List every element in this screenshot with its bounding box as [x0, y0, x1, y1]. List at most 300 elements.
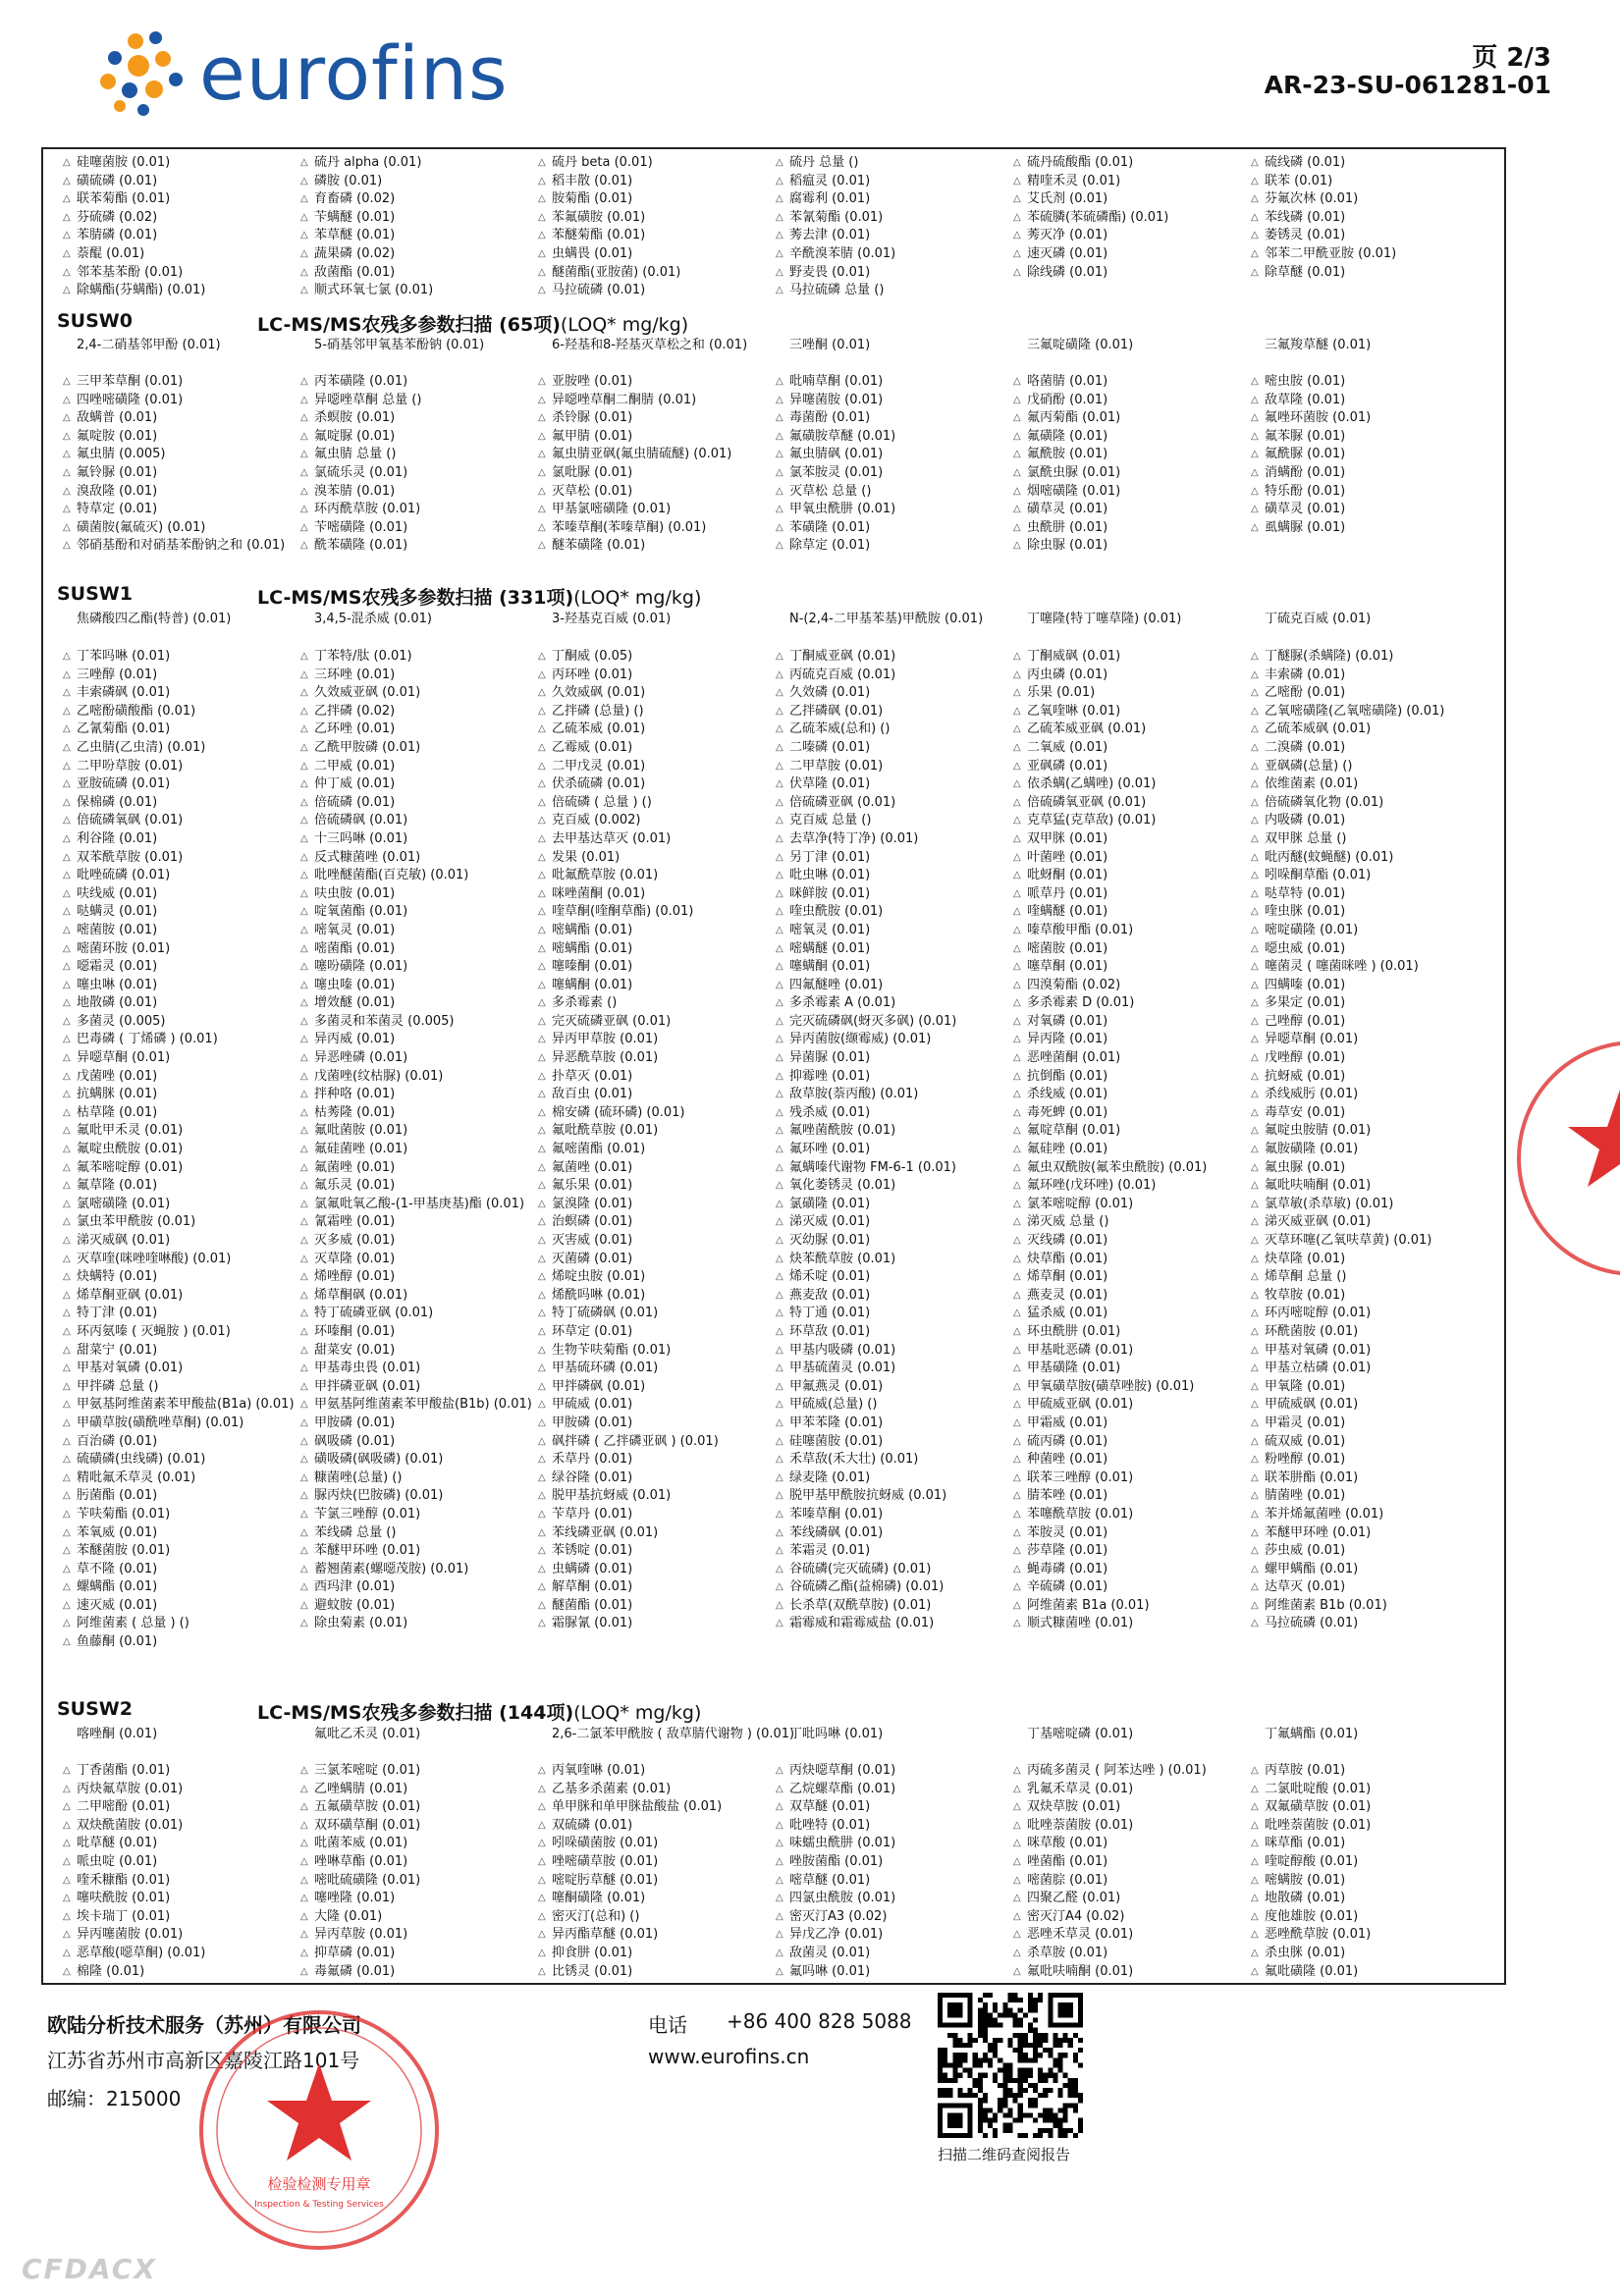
analyte-entry: [1245, 1013, 1483, 1032]
accreditation-mark-icon: △: [63, 157, 71, 168]
accreditation-mark-icon: △: [1013, 1125, 1021, 1137]
analyte-label: 甲基内吸磷 (0.01): [789, 1342, 896, 1358]
accreditation-mark-icon: △: [776, 1783, 783, 1794]
analyte-entry: [57, 483, 295, 502]
analyte-label: 氰霜唑 (0.01): [314, 1214, 396, 1230]
analyte-entry: [1245, 1890, 1483, 1908]
analyte-label: 氟吡呋喃酮 (0.01): [1027, 1963, 1134, 1979]
analyte-label: 环丙酰草胺 (0.01): [314, 502, 421, 517]
analyte-label: 苯噻酰草胺 (0.01): [1027, 1506, 1134, 1522]
analyte-entry: [1007, 1396, 1245, 1415]
analyte-label: 氟酰脲 (0.01): [1265, 447, 1346, 462]
analyte-entry: [532, 373, 770, 392]
analyte-label: 甲氧隆 (0.01): [1265, 1378, 1346, 1394]
accreditation-mark-icon: △: [1251, 1052, 1259, 1064]
accreditation-mark-icon: △: [538, 1180, 546, 1192]
analyte-label: 拌种咯 (0.01): [314, 1087, 396, 1102]
analyte-label: 萘醌 (0.01): [77, 245, 145, 261]
analyte-entry: [1007, 684, 1245, 703]
analyte-label: 双氟磺草胺 (0.01): [1265, 1799, 1372, 1815]
analyte-label: 完灭硫磷亚砜 (0.01): [552, 1013, 672, 1029]
accreditation-mark-icon: △: [300, 1838, 308, 1849]
analyte-entry: [770, 227, 1007, 245]
analyte-label: 砜拌磷 ( 乙拌磷亚砜 ) (0.01): [552, 1433, 719, 1449]
analyte-label: 苯氟磺胺 (0.01): [552, 209, 646, 225]
analyte-label: 杀草胺 (0.01): [1027, 1945, 1108, 1960]
analyte-label: 毒菌酚 (0.01): [789, 410, 871, 426]
susw0-first-row: [57, 337, 1510, 355]
accreditation-mark-icon: △: [1013, 832, 1021, 844]
accreditation-mark-icon: △: [300, 1910, 308, 1922]
accreditation-mark-icon: △: [300, 1034, 308, 1045]
accreditation-mark-icon: △: [300, 687, 308, 699]
accreditation-mark-icon: △: [63, 1874, 71, 1886]
accreditation-mark-icon: △: [538, 1526, 546, 1538]
accreditation-mark-icon: △: [776, 1344, 783, 1356]
analyte-entry: [1007, 392, 1245, 410]
accreditation-mark-icon: △: [1251, 504, 1259, 515]
analyte-label: 西玛津 (0.01): [314, 1579, 396, 1595]
analyte-entry: [1007, 1360, 1245, 1378]
analyte-label: 多杀霉素 (): [552, 995, 618, 1011]
analyte-label: 地散磷 (0.01): [77, 995, 158, 1011]
analyte-entry: [1007, 885, 1245, 904]
analyte-label: 育畜磷 (0.02): [314, 191, 396, 207]
analyte-label: 达草灭 (0.01): [1265, 1579, 1346, 1595]
accreditation-mark-icon: △: [1013, 1929, 1021, 1941]
analyte-entry: [1245, 1542, 1483, 1561]
analyte-entry: [295, 154, 532, 173]
analyte-label: 苯醚菌胺 (0.01): [77, 1543, 171, 1559]
analyte-entry: [295, 1342, 532, 1361]
analyte-entry: [532, 1524, 770, 1543]
analyte-label: 粉唑醇 (0.01): [1265, 1452, 1346, 1468]
accreditation-mark-icon: △: [63, 1180, 71, 1192]
analyte-entry: [1007, 1853, 1245, 1872]
inspection-stamp-icon: [191, 2002, 447, 2258]
analyte-label: 丁香菌酯 (0.01): [77, 1763, 171, 1778]
analyte-entry: [1245, 1615, 1483, 1633]
analyte-label: 烯草酮砜 (0.01): [314, 1287, 408, 1303]
analyte-entry: [57, 227, 295, 245]
analyte-label: 甲霜威 (0.01): [1027, 1415, 1108, 1430]
analyte-entry: [295, 1451, 532, 1469]
section-code-susw2: SUSW2: [57, 1698, 133, 1720]
analyte-label: 灭草喹(咪唑喹啉酸) (0.01): [77, 1251, 232, 1266]
analyte-label: 甲氨基阿维菌素苯甲酸盐(B1b) (0.01): [314, 1397, 532, 1413]
analyte-entry: [770, 1378, 1007, 1397]
analyte-entry: [295, 1360, 532, 1378]
accreditation-mark-icon: △: [776, 1490, 783, 1502]
accreditation-mark-icon: △: [300, 1253, 308, 1264]
accreditation-mark-icon: △: [776, 1838, 783, 1849]
analyte-entry: [295, 1597, 532, 1616]
accreditation-mark-icon: △: [63, 266, 71, 278]
analyte-label: 异噁唑草酮 总量 (): [314, 392, 422, 407]
analyte-label: 砜吸磷 (0.01): [314, 1433, 396, 1449]
analyte-label: 嘧氧灵 (0.01): [789, 922, 871, 937]
analyte-entry: [1245, 409, 1483, 428]
analyte-entry: [57, 1798, 295, 1817]
analyte-label: 燕麦灵 (0.01): [1027, 1287, 1108, 1303]
accreditation-mark-icon: △: [538, 1089, 546, 1100]
analyte-label: 亚胺硫磷 (0.01): [77, 776, 171, 792]
accreditation-mark-icon: △: [63, 906, 71, 918]
accreditation-mark-icon: △: [1251, 796, 1259, 808]
analyte-label: 莎虫威 (0.01): [1265, 1543, 1346, 1559]
analyte-label: 除线磷 (0.01): [1027, 264, 1108, 280]
analyte-label: 3,4,5-混杀威 (0.01): [314, 612, 432, 626]
analyte-label: 灭幼脲 (0.01): [789, 1233, 871, 1248]
analyte-label: 嘧菌酯 (0.01): [314, 940, 396, 956]
analyte-label: 谷硫磷乙酯(益棉磷) (0.01): [789, 1579, 945, 1595]
accreditation-mark-icon: △: [300, 741, 308, 753]
analyte-label: 喹虫酰胺 (0.01): [789, 904, 884, 920]
analyte-entry: [1245, 830, 1483, 849]
accreditation-mark-icon: △: [776, 651, 783, 662]
analyte-entry: [770, 1542, 1007, 1561]
analyte-label: 避蚊胺 (0.01): [314, 1597, 396, 1613]
analyte-entry: [1007, 1196, 1245, 1214]
analyte-label: 溴敌隆 (0.01): [77, 483, 158, 499]
analyte-label: 敌草隆 (0.01): [1265, 392, 1346, 407]
analyte-label: 腈苯唑 (0.01): [1027, 1488, 1108, 1504]
analyte-entry: [57, 428, 295, 447]
analyte-entry: [295, 1578, 532, 1597]
accreditation-mark-icon: △: [1013, 1819, 1021, 1831]
analyte-label: 去草净(特丁净) (0.01): [789, 830, 919, 846]
analyte-label: 异恶酰草胺 (0.01): [552, 1050, 659, 1066]
analyte-entry: [1245, 1159, 1483, 1178]
analyte-label: 甲硫威亚砜 (0.01): [1027, 1397, 1134, 1413]
analyte-label: 甲基磺隆 (0.01): [1027, 1361, 1121, 1376]
accreditation-mark-icon: △: [538, 285, 546, 296]
analyte-entry: [532, 1086, 770, 1104]
analyte-entry: [770, 1615, 1007, 1633]
analyte-label: 戊硝酚 (0.01): [1027, 392, 1108, 407]
analyte-entry: [1007, 154, 1245, 173]
analyte-label: 苄嘧磺隆 (0.01): [314, 519, 408, 535]
analyte-entry: [770, 667, 1007, 685]
analyte-entry: [295, 1890, 532, 1908]
analyte-entry: [1245, 994, 1483, 1013]
accreditation-mark-icon: △: [300, 1399, 308, 1411]
analyte-entry: [770, 1817, 1007, 1836]
accreditation-mark-icon: △: [538, 1344, 546, 1356]
analyte-label: 炔草隆 (0.01): [1265, 1251, 1346, 1266]
analyte-entry: [295, 173, 532, 191]
analyte-entry: [57, 721, 295, 739]
accreditation-mark-icon: △: [300, 1929, 308, 1941]
accreditation-mark-icon: △: [300, 1545, 308, 1557]
susw0-analyte-grid: [57, 373, 1510, 556]
accreditation-mark-icon: △: [1251, 1399, 1259, 1411]
analyte-label: 吡唑萘菌胺 (0.01): [1265, 1817, 1372, 1833]
analyte-label: 嘧菌环胺 (0.01): [77, 940, 171, 956]
accreditation-mark-icon: △: [300, 979, 308, 990]
analyte-entry: [57, 611, 295, 629]
report-qr-code-icon[interactable]: [938, 1993, 1083, 2138]
analyte-entry: [1245, 721, 1483, 739]
accreditation-mark-icon: △: [63, 1325, 71, 1337]
analyte-entry: [770, 1031, 1007, 1049]
analyte-entry: [1245, 1524, 1483, 1543]
analyte-label: 三唑酮 (0.01): [789, 338, 871, 352]
analyte-label: 丁噻隆(特丁噻草隆) (0.01): [1027, 612, 1182, 626]
accreditation-mark-icon: △: [1251, 851, 1259, 863]
analyte-label: 磺菌胺(氟硫灭) (0.01): [77, 519, 206, 535]
analyte-entry: [1245, 373, 1483, 392]
analyte-label: 灭菌磷 (0.01): [552, 1251, 633, 1266]
analyte-entry: [532, 1396, 770, 1415]
accreditation-mark-icon: △: [1251, 705, 1259, 717]
accreditation-mark-icon: △: [776, 521, 783, 533]
analyte-entry: [1245, 537, 1483, 556]
analyte-label: 联苯肼酯 (0.01): [1265, 1469, 1359, 1485]
analyte-entry: [532, 154, 770, 173]
analyte-entry: [770, 464, 1007, 483]
analyte-entry: [295, 1251, 532, 1269]
analyte-entry: [532, 1268, 770, 1287]
analyte-entry: [295, 1086, 532, 1104]
analyte-label: 嘧螨酯 (0.01): [552, 922, 633, 937]
accreditation-mark-icon: △: [538, 1034, 546, 1045]
accreditation-mark-icon: △: [538, 906, 546, 918]
analyte-label: 杀线威 (0.01): [1027, 1087, 1108, 1102]
analyte-label: 螺螨酯 (0.01): [77, 1579, 158, 1595]
analyte-entry: [295, 1396, 532, 1415]
analyte-entry: [770, 501, 1007, 519]
analyte-entry: [57, 849, 295, 868]
analyte-label: 反式糠菌唑 (0.01): [314, 849, 421, 865]
accreditation-mark-icon: △: [538, 1471, 546, 1483]
accreditation-mark-icon: △: [1251, 449, 1259, 460]
analyte-label: 乐果 (0.01): [1027, 685, 1096, 701]
analyte-entry: [1007, 1323, 1245, 1342]
accreditation-mark-icon: △: [1251, 1125, 1259, 1137]
analyte-label: 环酰菌胺 (0.01): [1265, 1323, 1359, 1339]
analyte-entry: [295, 190, 532, 209]
accreditation-mark-icon: △: [538, 1783, 546, 1794]
analyte-label: 乙拌磷 (总量) (): [552, 703, 644, 719]
analyte-label: 乙硫苯威(总和) (): [789, 721, 891, 737]
analyte-entry: [57, 537, 295, 556]
analyte-entry: [770, 190, 1007, 209]
analyte-entry: [770, 1305, 1007, 1323]
analyte-label: 喹草酮(喹酮草酯) (0.01): [552, 904, 694, 920]
analyte-entry: [532, 337, 770, 355]
analyte-label: 利谷隆 (0.01): [77, 830, 158, 846]
analyte-label: 氟乐果 (0.01): [552, 1178, 633, 1194]
analyte-entry: [532, 994, 770, 1013]
analyte-entry: [770, 483, 1007, 502]
analyte-entry: [1007, 648, 1245, 667]
analyte-entry: [1245, 1926, 1483, 1945]
accreditation-mark-icon: △: [63, 1618, 71, 1629]
analyte-entry: [532, 519, 770, 538]
analyte-label: 异丙隆 (0.01): [1027, 1032, 1108, 1047]
analyte-entry: [57, 282, 295, 300]
accreditation-mark-icon: △: [538, 887, 546, 899]
analyte-label: 氟吡乙禾灵 (0.01): [314, 1727, 421, 1741]
analyte-entry: [1245, 703, 1483, 721]
accreditation-mark-icon: △: [776, 887, 783, 899]
analyte-label: 5-硝基邻甲氧基苯酚钠 (0.01): [314, 338, 485, 352]
analyte-entry: [532, 282, 770, 300]
analyte-label: 氯草敏(杀草敏) (0.01): [1265, 1196, 1394, 1211]
analyte-label: 嘧啶磺隆 (0.01): [1265, 922, 1359, 937]
analyte-entry: [532, 1451, 770, 1469]
analyte-entry: [57, 1853, 295, 1872]
analyte-label: 苯并烯氟菌唑 (0.01): [1265, 1506, 1384, 1522]
accreditation-mark-icon: △: [1251, 430, 1259, 442]
analyte-label: 烯酰吗啉 (0.01): [552, 1287, 646, 1303]
analyte-label: 氟啶虫酰胺 (0.01): [77, 1142, 184, 1157]
accreditation-mark-icon: △: [776, 1965, 783, 1977]
analyte-entry: [770, 1177, 1007, 1196]
analyte-entry: [532, 409, 770, 428]
analyte-label: 地散磷 (0.01): [1265, 1891, 1346, 1906]
analyte-entry: [532, 392, 770, 410]
accreditation-mark-icon: △: [538, 1855, 546, 1867]
accreditation-mark-icon: △: [63, 1454, 71, 1466]
analyte-entry: [1245, 392, 1483, 410]
analyte-entry: [1245, 1561, 1483, 1579]
susw2-analyte-grid: [57, 1762, 1510, 1981]
accreditation-mark-icon: △: [538, 175, 546, 187]
analyte-label: 恶草酸(噁草酮) (0.01): [77, 1945, 206, 1960]
section-title-susw1: LC-MS/MS农残多参数扫描 (331项)(LOQ* mg/kg): [257, 587, 702, 609]
side-seal-stamp-icon: [1512, 1021, 1620, 1296]
analyte-entry: [295, 703, 532, 721]
analyte-entry: [57, 1049, 295, 1068]
analyte-label: 吡草醚 (0.01): [77, 1836, 158, 1851]
analyte-entry: [770, 977, 1007, 995]
analyte-label: 乙酰甲胺磷 (0.01): [314, 739, 421, 755]
analyte-label: 亚胺唑 (0.01): [552, 374, 633, 389]
analyte-entry: [1245, 428, 1483, 447]
analyte-entry: [1007, 1013, 1245, 1032]
analyte-label: 吡唑硫磷 (0.01): [77, 868, 171, 883]
accreditation-mark-icon: △: [300, 1526, 308, 1538]
analyte-entry: [1245, 684, 1483, 703]
accreditation-mark-icon: △: [300, 193, 308, 205]
accreditation-mark-icon: △: [1013, 1144, 1021, 1155]
accreditation-mark-icon: △: [300, 961, 308, 973]
analyte-entry: [57, 1104, 295, 1123]
accreditation-mark-icon: △: [300, 778, 308, 790]
accreditation-mark-icon: △: [1013, 1399, 1021, 1411]
accreditation-mark-icon: △: [1013, 1947, 1021, 1958]
analyte-label: 二甲吩草胺 (0.01): [77, 758, 184, 774]
analyte-label: 二甲嘧酚 (0.01): [77, 1799, 171, 1815]
accreditation-mark-icon: △: [300, 1581, 308, 1593]
analyte-label: 大隆 (0.01): [314, 1908, 383, 1924]
analyte-entry: [532, 1633, 770, 1652]
accreditation-mark-icon: △: [538, 741, 546, 753]
analyte-entry: [57, 1396, 295, 1415]
accreditation-mark-icon: △: [1251, 1344, 1259, 1356]
analyte-entry: [295, 1232, 532, 1251]
analyte-label: 伏草隆 (0.01): [789, 776, 871, 792]
accreditation-mark-icon: △: [776, 485, 783, 497]
accreditation-mark-icon: △: [1013, 796, 1021, 808]
analyte-label: 哌虫啶 (0.01): [77, 1853, 158, 1869]
analyte-entry: [770, 373, 1007, 392]
analyte-entry: [295, 1798, 532, 1817]
accreditation-mark-icon: △: [1251, 1271, 1259, 1283]
analyte-label: 喀唑酮 (0.01): [77, 1727, 158, 1741]
analyte-label: 乙氧喹啉 (0.01): [1027, 703, 1121, 719]
analyte-entry: [532, 1213, 770, 1232]
accreditation-mark-icon: △: [300, 1380, 308, 1392]
accreditation-mark-icon: △: [538, 1599, 546, 1611]
website-link[interactable]: www.eurofins.cn: [648, 2045, 810, 2068]
analyte-label: 灭线磷 (0.01): [1027, 1233, 1108, 1248]
accreditation-mark-icon: △: [63, 1855, 71, 1867]
analyte-label: 吡虫啉 (0.01): [789, 868, 871, 883]
accreditation-mark-icon: △: [776, 1545, 783, 1557]
analyte-label: 丁基嘧啶磷 (0.01): [1027, 1727, 1134, 1741]
analyte-entry: [770, 1323, 1007, 1342]
analyte-entry: [770, 739, 1007, 758]
analyte-entry: [295, 758, 532, 776]
analyte-label: 氟吡磺隆 (0.01): [1265, 1963, 1359, 1979]
analyte-entry: [1007, 409, 1245, 428]
analyte-entry: [532, 1323, 770, 1342]
analyte-entry: [1245, 794, 1483, 813]
accreditation-mark-icon: △: [1251, 887, 1259, 899]
analyte-entry: [532, 1762, 770, 1781]
accreditation-mark-icon: △: [538, 870, 546, 881]
analyte-label: 甲硫威(总量) (): [789, 1397, 878, 1413]
analyte-label: 仲丁威 (0.01): [314, 776, 396, 792]
accreditation-mark-icon: △: [1251, 687, 1259, 699]
analyte-entry: [532, 1305, 770, 1323]
analyte-label: 环丙嘧啶醇 (0.01): [1265, 1306, 1372, 1321]
analyte-label: 啶氧菌酯 (0.01): [314, 904, 408, 920]
analyte-entry: [57, 1615, 295, 1633]
analyte-entry: [1007, 940, 1245, 959]
analyte-entry: [1007, 337, 1245, 355]
accreditation-mark-icon: △: [63, 705, 71, 717]
analyte-label: 醚菌酯 (0.01): [552, 1597, 633, 1613]
analyte-label: 特丁硫磷砜 (0.01): [552, 1306, 659, 1321]
accreditation-mark-icon: △: [538, 723, 546, 735]
analyte-label: 恶唑禾草灵 (0.01): [1027, 1927, 1134, 1943]
accreditation-mark-icon: △: [776, 760, 783, 772]
analyte-label: 多菌灵和苯菌灵 (0.005): [314, 1013, 455, 1029]
analyte-entry: [532, 1159, 770, 1178]
analyte-entry: [1245, 1817, 1483, 1836]
accreditation-mark-icon: △: [63, 1765, 71, 1776]
analyte-entry: [57, 373, 295, 392]
analyte-label: 苯霜灵 (0.01): [789, 1543, 871, 1559]
analyte-label: 敌菌灵 (0.01): [789, 1945, 871, 1960]
accreditation-mark-icon: △: [1013, 1545, 1021, 1557]
accreditation-mark-icon: △: [1013, 760, 1021, 772]
accreditation-mark-icon: △: [776, 285, 783, 296]
analyte-entry: [1245, 264, 1483, 283]
analyte-entry: [532, 1013, 770, 1032]
analyte-entry: [532, 1415, 770, 1433]
analyte-entry: [57, 812, 295, 830]
analyte-entry: [1245, 1122, 1483, 1141]
analyte-entry: [1007, 1433, 1245, 1452]
stamp-label-en: Inspection & Testing Services: [254, 2200, 384, 2210]
analyte-entry: [532, 1251, 770, 1269]
analyte-entry: [57, 1597, 295, 1616]
